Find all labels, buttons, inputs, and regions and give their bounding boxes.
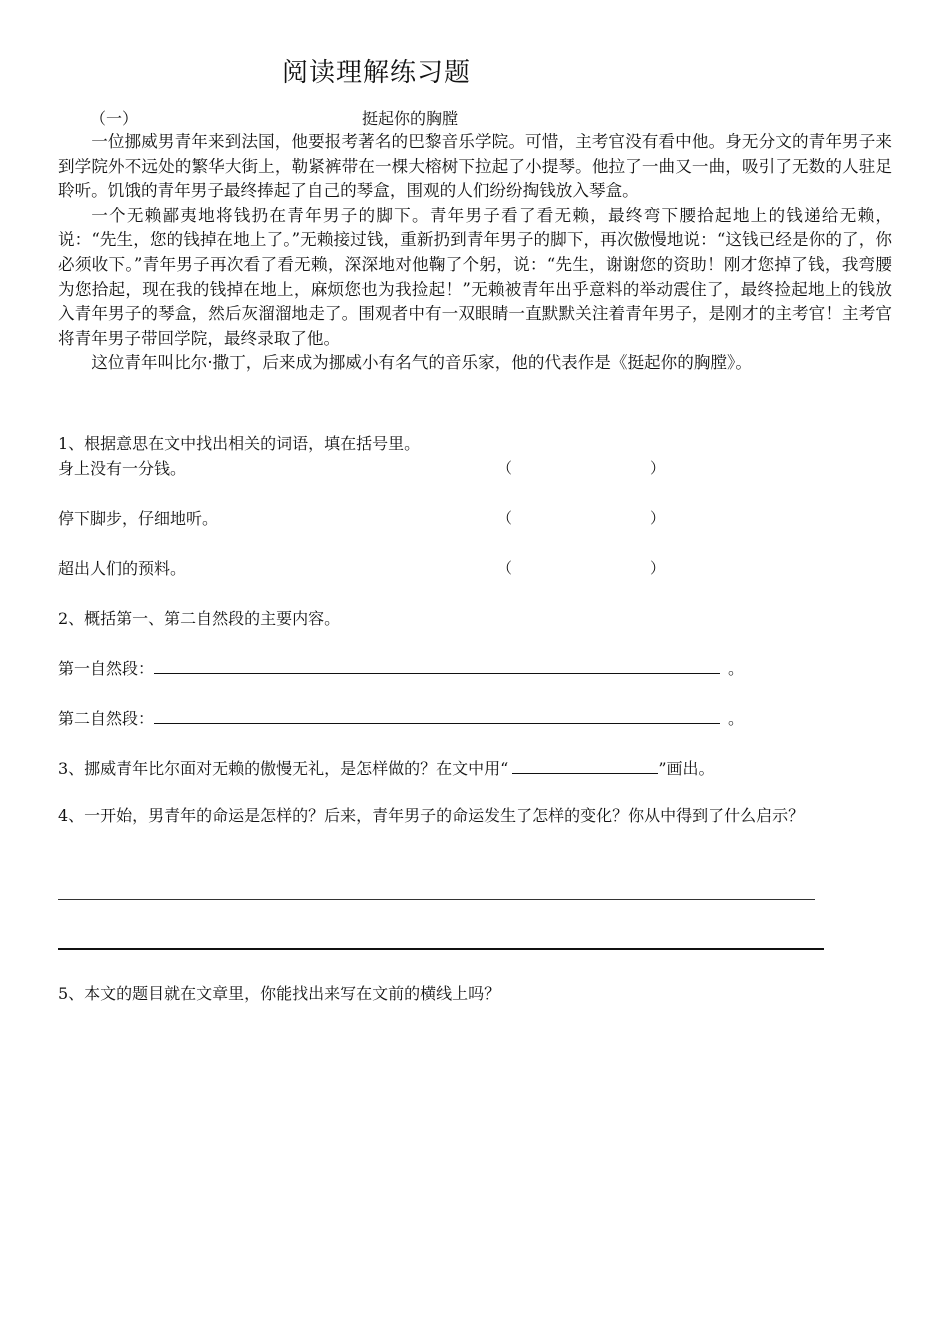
question-4-answer-line-1 [58, 899, 815, 900]
reading-passage [58, 130, 892, 376]
question-1-item-3: 超出人们的预料。 [58, 559, 187, 578]
para1-end-mark: 。 [728, 659, 745, 678]
question-4-answer-line-2 [58, 948, 824, 950]
para2-answer-line [154, 722, 720, 724]
answer-paren-open-1: （ [497, 459, 513, 477]
question-2-prompt: 2、概括第一、第二自然段的主要内容。 [58, 609, 341, 628]
question-3-row [58, 756, 715, 779]
answer-paren-close-1: ） [650, 459, 666, 477]
underline-sample [512, 772, 658, 774]
question-5-prompt: 5、本文的题目就在文章里，你能找出来写在文前的横线上吗？ [58, 984, 501, 1003]
question-1-item-2: 停下脚步，仔细地听。 [58, 509, 219, 528]
para1-label: 第一自然段： [58, 659, 155, 678]
para2-label: 第二自然段： [58, 709, 155, 728]
paragraph-1: 一位挪威男青年来到法国，他要报考著名的巴黎音乐学院。可惜，主考官没有看中他。身无分文的青年男子来到学院外不远处的繁华大街上，勒紧裤带在一棵大榕树下拉起了小提琴。他拉了一曲又一曲，吸引了无数的人驻足聆听。饥饿的青年男子最终捧起了自己的琴盒，围观的人们纷纷掏钱放入琴盒。 [58, 132, 892, 201]
answer-paren-close-3: ） [650, 559, 666, 577]
worksheet-title: 阅读理解练习题 [282, 58, 472, 88]
question-1-prompt: 1、根据意思在文中找出相关的词语，填在括号里。 [58, 434, 421, 453]
question-2-para1-row [58, 656, 744, 679]
paragraph-3: 这位青年叫比尔·撒丁，后来成为挪威小有名气的音乐家，他的代表作是《挺起你的胸膛》。 [91, 353, 752, 373]
section-label: （一） [90, 109, 139, 128]
question-3-prompt-before: 3、挪威青年比尔面对无赖的傲慢无礼，是怎样做的？在文中用“ [58, 759, 509, 778]
question-1-item-1: 身上没有一分钱。 [58, 459, 187, 478]
question-2-para2-row [58, 706, 744, 729]
question-4-prompt: 4、一开始，男青年的命运是怎样的？后来，青年男子的命运发生了怎样的变化？你从中得到了什么启示？ [58, 806, 805, 825]
answer-paren-open-3: （ [497, 559, 513, 577]
para1-answer-line [154, 672, 720, 674]
paragraph-2: 一个无赖鄙夷地将钱扔在青年男子的脚下。青年男子看了看无赖，最终弯下腰拾起地上的钱递给无赖，说：“先生，您的钱掉在地上了。”无赖接过钱，重新扔到青年男子的脚下，再次傲慢地说：“这钱已经是你的了，你必须收下。”青年男子再次看了看无赖，深深地对他鞠了个躬，说：“先生，谢谢您的资助！刚才您掉了钱，我弯腰为您拾起，现在我的钱掉在地上，麻烦您也为我捡起！”无赖被青年出乎意料的举动震住了，最终捡起地上的钱放入青年男子的琴盒，然后灰溜溜地走了。围观者中有一双眼睛一直默默关注着青年男子，是刚才的主考官！主考官将青年男子带回学院，最终录取了他。 [58, 205, 892, 348]
para2-end-mark: 。 [728, 709, 745, 728]
answer-paren-close-2: ） [650, 509, 666, 527]
passage-title: 挺起你的胸膛 [362, 109, 459, 128]
answer-paren-open-2: （ [497, 509, 513, 527]
question-3-prompt-after: ”画出。 [658, 759, 715, 778]
